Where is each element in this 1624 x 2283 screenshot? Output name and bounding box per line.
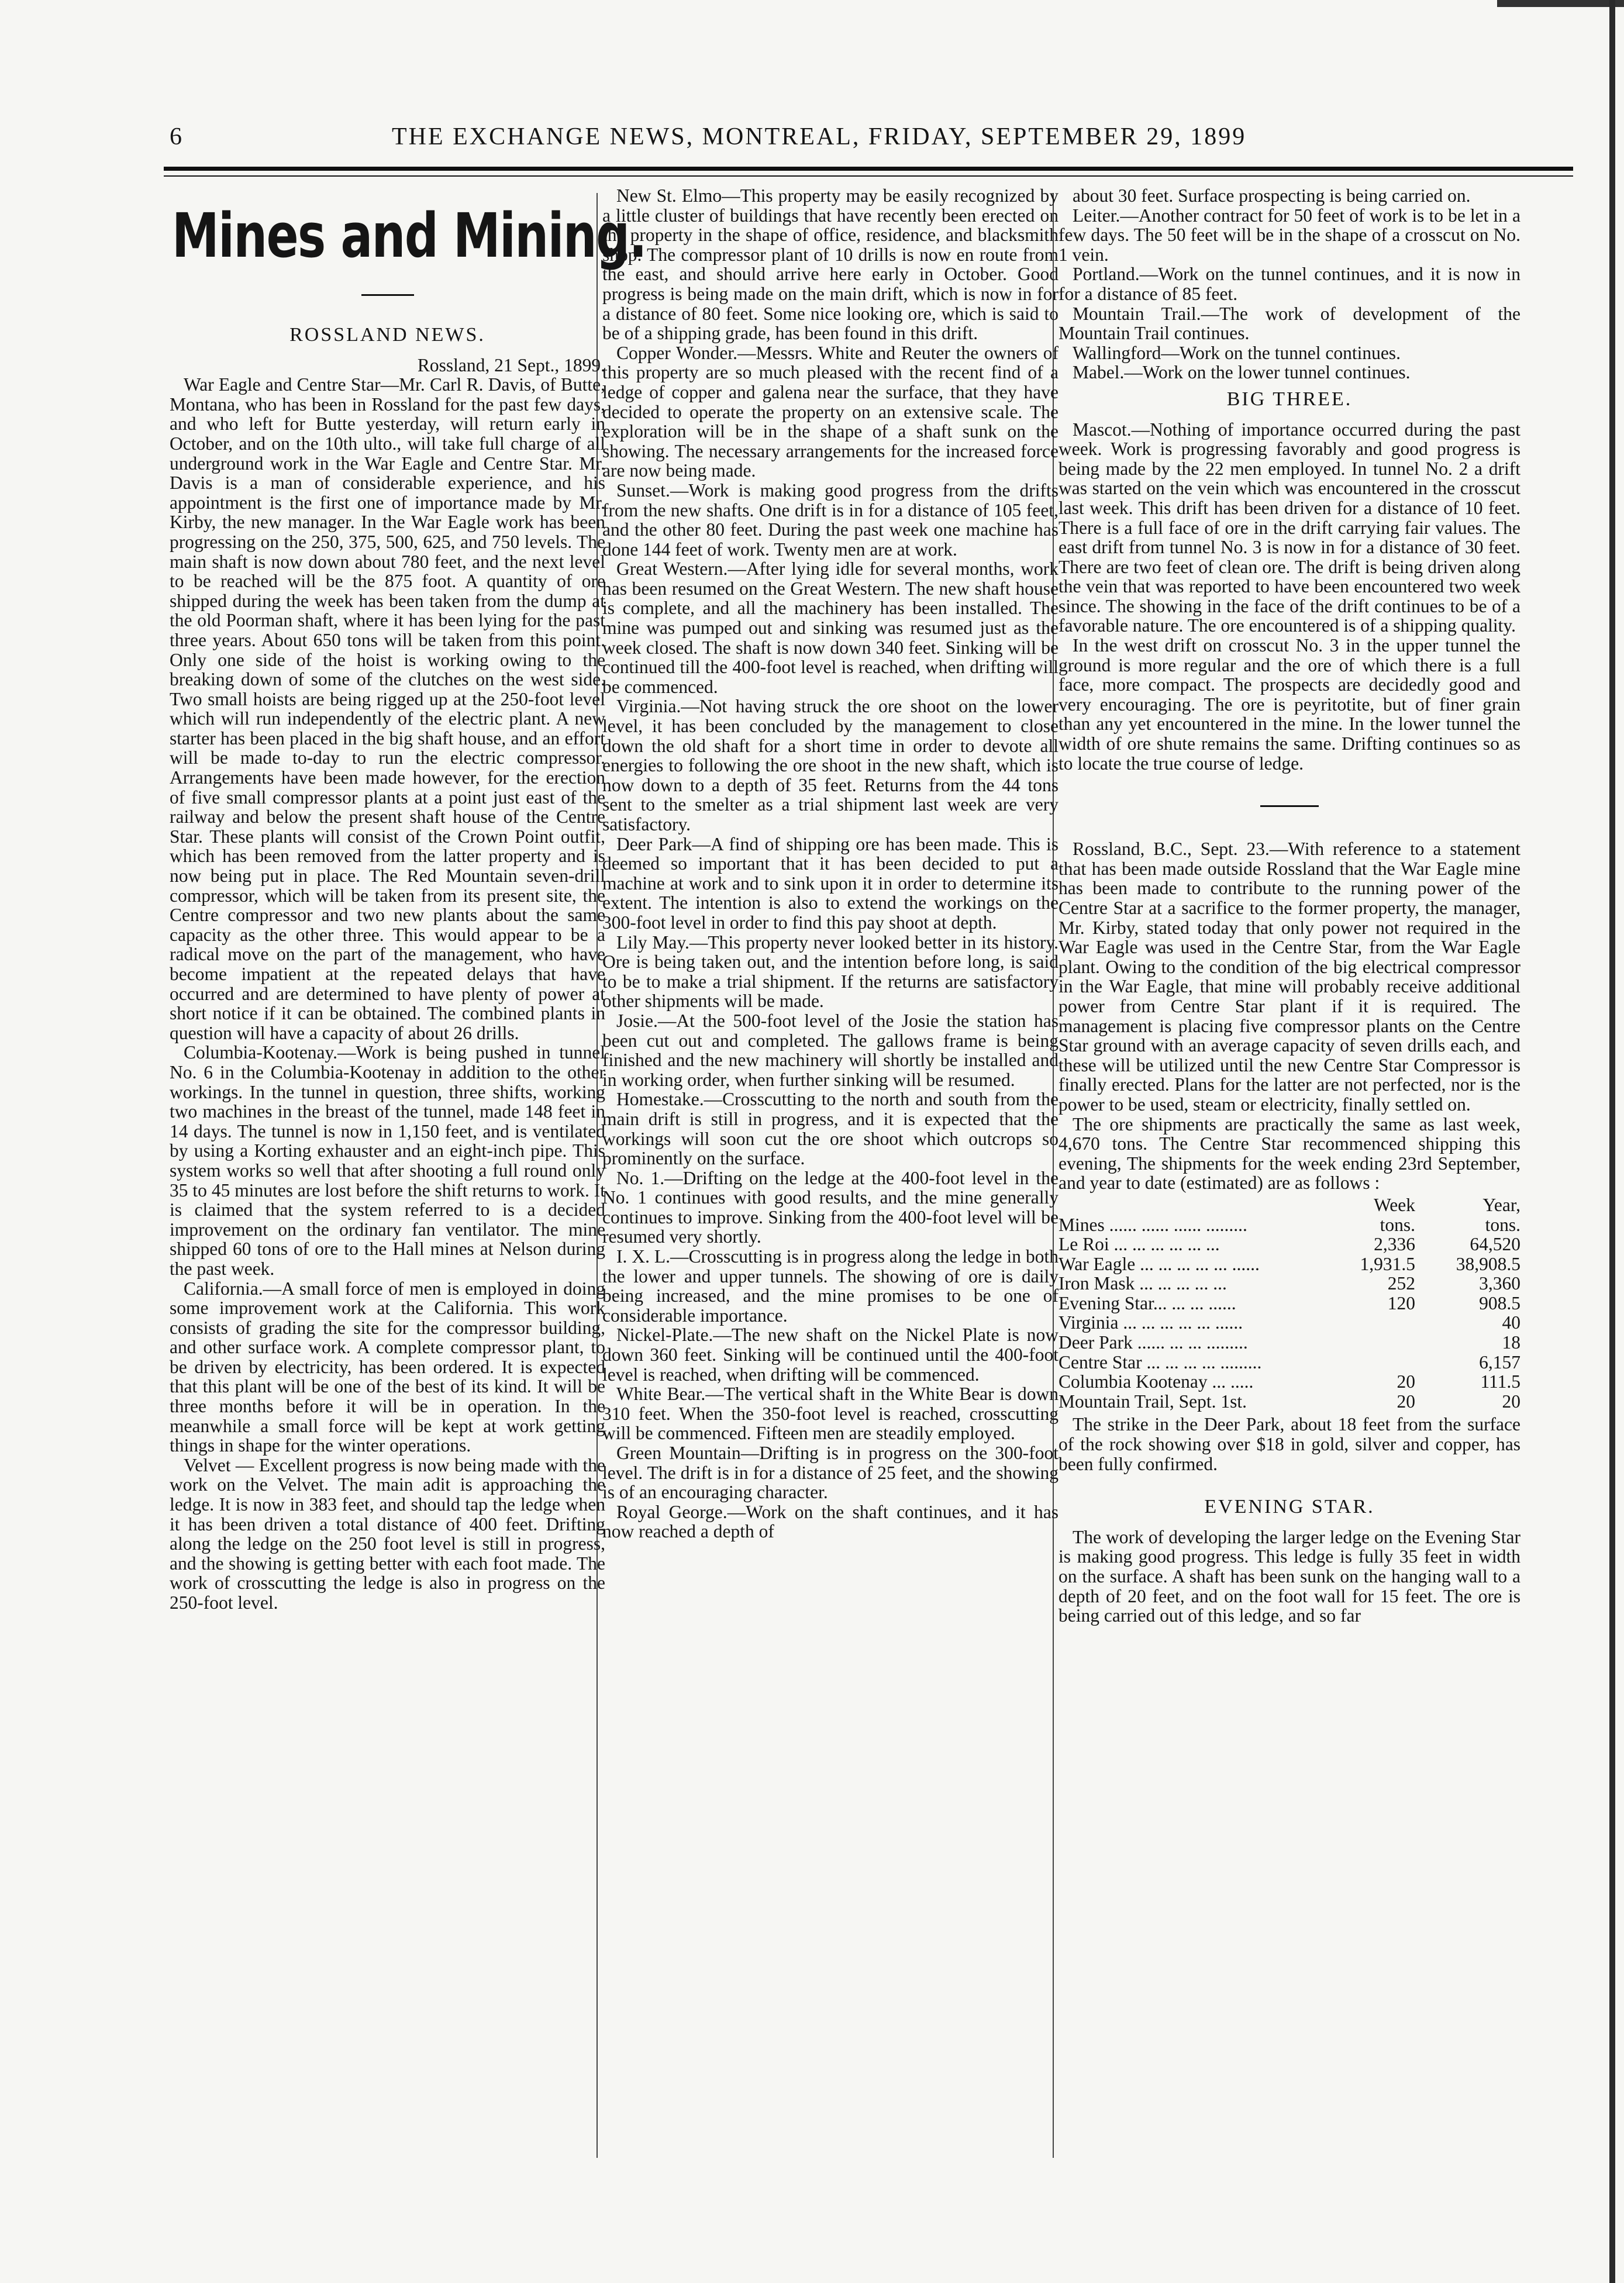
article-paragraph: Velvet — Excellent progress is now being made with the work on the Velvet. The main adit is approaching the ledge. It is now in 383 feet, and should tap the ledge when it has been driven a total distance of 400 feet. Drifting along the ledge on the 250 foot level is still in progress, and the showing is getting better with each foot made. The work of crosscutting the ledge is also in progress on the 250-foot level. [170,1454,605,1613]
table-row [1058,1333,1520,1353]
big-three-heading: BIG THREE. [1226,388,1353,410]
column-3 [1058,186,1520,1626]
table-row [1058,1392,1520,1412]
column-2 [602,186,1058,1541]
table-header-cell: tons. [1380,1214,1415,1235]
table-row [1058,1274,1520,1294]
article-paragraph: Mountain Trail.—The work of development of the Mountain Trail continues. [1058,303,1520,344]
header-rule [164,167,1573,171]
table-header-row [1058,1195,1520,1215]
article-paragraph: Mabel.—Work on the lower tunnel continues. [1073,362,1411,383]
article-paragraph: Copper Wonder.—Messrs. White and Reuter the owners of this property are so much pleased with the recent find of a ledge of copper and galena near the surface, that they have decided to operate the property on an extensive scale. The exploration will be in the shape of a shaft sunk on the showing. The necessary arrangements for the increased force are now being made. [602,342,1058,481]
table-row [1058,1234,1520,1254]
article-paragraph: Royal George.—Work on the shaft continues, and it has now reached a depth of [602,1501,1058,1542]
table-cell [1333,1353,1421,1372]
table-cell: 6,157 [1479,1351,1520,1372]
table-row [1058,1372,1520,1392]
table-cell: 1,931.5 [1360,1253,1415,1274]
scan-edge-right [1609,0,1615,2283]
table-cell: 20 [1397,1391,1415,1412]
table-cell: 908.5 [1479,1292,1520,1313]
table-cell: 38,908.5 [1456,1253,1520,1274]
article-paragraph: about 30 feet. Surface prospecting is being carried on. [1073,185,1471,206]
table-cell: 18 [1502,1332,1520,1353]
article-paragraph: Josie.—At the 500-foot level of the Josie the station has been cut out and completed. The gallows frame is being finished and the new machinery will shortly be installed and in working order, when further sinking will be resumed. [602,1010,1058,1090]
rossland-news-heading: ROSSLAND NEWS. [289,324,485,346]
table-cell: 20 [1397,1371,1415,1392]
article-paragraph: Lily May.—This property never looked better in its history. Ore is being taken out, and the intention before long, is said to be to make a trial shipment. If the returns are satisfactory other shipments will be made. [602,932,1058,1012]
table-header-row [1058,1215,1520,1235]
table-cell: Iron Mask ... ... ... ... ... [1058,1273,1227,1294]
table-cell [1333,1333,1421,1353]
article-paragraph: Rossland, B.C., Sept. 23.—With reference to a statement that has been made outside Rossland that the War Eagle mine has been made to contribute to the running power of the Centre Star at a sacrifice to the former property, the manager, Mr. Kirby, stated today that only power not required in the War Eagle was used in the Centre Star, from the War Eagle plant. Owing to the condition of the big electrical compressor in the War Eagle, that mine will probably receive additional power from Centre Star plant if it is required. The management is placing five compressor plants on the Centre Star ground with an average capacity of seven drills each, and these will be utilized until the new Centre Star Compressor is finally erected. Plans for the latter are not perfected, nor is the power to be used, steam or electricity, finally settled on. [1058,839,1520,1115]
article-paragraph: Portland.—Work on the tunnel continues, and it is now in for a distance of 85 feet. [1058,264,1520,304]
article-paragraph: Great Western.—After lying idle for several months, work has been resumed on the Great Western. The new shaft house is complete, and all the machinery has been installed. The mine was pumped out and sinking was resumed just as the week closed. The shaft is now down 340 feet. Sinking will be continued till the 400-foot level is reached, when drifting will be commenced. [602,558,1058,697]
article-paragraph: California.—A small force of men is employed in doing some improvement work at the California. This work consists of grading the site for the compressor building, and other surface work. A complete compressor plant, to be driven by electricity, has been ordered. It is expected that this plant will be one of the best of its kind. It will be three months before it will be in operation. In the meanwhile a small force will be kept at work getting things in shape for the winter operations. [170,1278,605,1456]
table-header-cell: Week [1374,1194,1415,1215]
table-cell: Virginia ... ... ... ... ... ...... [1058,1312,1243,1333]
table-row [1058,1353,1520,1372]
table-header-cell [1058,1195,1333,1215]
table-cell: Evening Star... ... ... ...... [1058,1292,1236,1313]
header-rule-thin [164,175,1573,177]
article-paragraph: Homestake.—Crosscutting to the north and south from the main drift is still in progress, and it is expected that the workings will soon cut the ore shoot which outcrops so prominently on the surface. [602,1089,1058,1169]
newspaper-title: THE EXCHANGE NEWS, MONTREAL, FRIDAY, SEPTEMBER 29, 1899 [392,123,1247,150]
article-paragraph: The work of developing the larger ledge on the Evening Star is making good progress. This ledge is fully 35 feet in width on the surface. A shaft has been sunk on the hanging wall to a depth of 20 feet, and on the foot wall for 15 feet. The ore is being carried out of this ledge, and so far [1058,1526,1520,1626]
article-paragraph: Green Mountain—Drifting is in progress on the 300-foot level. The drift is in for a distance of 25 feet, and the showing is of an encouraging character. [602,1443,1058,1503]
table-cell: Mountain Trail, Sept. 1st. [1058,1391,1247,1412]
table-cell [1333,1313,1421,1333]
article-paragraph: Mascot.—Nothing of importance occurred during the past week. Work is progressing favorably and good progress is being made by the 22 men employed. In tunnel No. 2 a drift was started on the vein which was encountered in the crosscut last week. This drift has been driven for a distance of 10 feet. There is a full face of ore in the drift carrying fair values. The east drift from tunnel No. 3 is now in for a distance of 30 feet. There are two feet of clean ore. The drift is being driven along the vein that was reported to have been encountered two week since. The showing in the face of the drift continues to be of a favorable nature. The ore encountered is of a shipping quality. [1058,419,1520,636]
table-cell: 252 [1387,1273,1415,1294]
table-header-cell: tons. [1485,1214,1520,1235]
article-paragraph: Wallingford—Work on the tunnel continues. [1073,342,1401,363]
table-cell: War Eagle ... ... ... ... ... ...... [1058,1253,1260,1274]
article-paragraph: White Bear.—The vertical shaft in the White Bear is down 310 feet. When the 350-foot level is reached, crosscutting will be commenced. Fifteen men are steadily employed. [602,1384,1058,1444]
article-paragraph: No. 1.—Drifting on the ledge at the 400-foot level in the No. 1 continues with good results, and the mine generally continues to improve. Sinking from the 400-foot level will be resumed very shortly. [602,1167,1058,1247]
article-paragraph: Leiter.—Another contract for 50 feet of work is to be let in a few days. The 50 feet will be in the shape of a crosscut on No. 1 vein. [1058,205,1520,265]
scan-edge-top [1497,0,1624,7]
shipments-table [1058,1195,1520,1412]
article-paragraph: War Eagle and Centre Star—Mr. Carl R. Davis, of Butte, Montana, who has been in Rossland for the past few days, and who left for Butte yesterday, will return early in October, and on the 10th ulto., will take full charge of all underground work in the War Eagle and Centre Star. Mr. Davis is a man of considerable experience, and his appointment is the first one of importance made by Mr. Kirby, the new manager. In the War Eagle work has been progressing on the 250, 375, 500, 625, and 750 levels. The main shaft is now down about 780 feet, and the next level to be reached will be the 875 foot. A quantity of ore shipped during the week has been taken from the dump at the old Poorman shaft, where it has been lying for the past three years. About 650 tons will be taken from this point. Only one side of the hoist is working owing to the breaking down of some of the clutches on the west side. Two small hoists are being rigged up at the 250-foot level which will run independently of the electric plant. A new starter has been placed in the big shaft house, and an effort will be made to-day to run the electric compressor. Arrangements have been made however, for the erection of five small compressor plants at a point just east of the railway and below the present shaft house of the Centre Star. These plants will consist of the Crown Point outfit, which has been removed from the latter property and is now being put in place. The Red Mountain seven-drill compressor, which will be taken from its present site, the Centre compressor and two new plants about the same capacity as the other three. This would appear to be a radical move on the part of the management, who have become impatient at the repeated delays that have occurred and are determined to have plenty of power at short notice if it can be obtained. The combined plants in question will have a capacity of about 26 drills. [170,374,605,1043]
evening-star-heading: EVENING STAR. [1204,1496,1375,1518]
table-cell: 2,336 [1374,1234,1415,1255]
table-row [1058,1254,1520,1274]
table-cell: 3,360 [1479,1273,1520,1294]
masthead-rule [361,294,414,296]
table-cell: 111.5 [1480,1371,1520,1392]
page-number: 6 [170,123,184,150]
table-header-cell: Mines ...... ...... ...... ......... [1058,1214,1247,1235]
table-cell: Deer Park ...... ... ... ......... [1058,1332,1248,1353]
table-cell: 20 [1502,1391,1520,1412]
article-paragraph: The strike in the Deer Park, about 18 feet from the surface of the rock showing over $18 in gold, silver and copper, has been fully confirmed. [1058,1414,1520,1474]
table-cell: 120 [1387,1292,1415,1313]
table-cell: 40 [1502,1312,1520,1333]
article-paragraph: Deer Park—A find of shipping ore has been made. This is deemed so important that it has been decided to put a machine at work and to sink upon it in order to determine its extent. The intention is also to extend the workings on the 300-foot level in order to find this pay shoot at depth. [602,833,1058,933]
page-header [170,123,1573,158]
table-row [1058,1294,1520,1313]
article-paragraph: I. X. L.—Crosscutting is in progress along the ledge in both the lower and upper tunnels. The showing of ore is daily being increased, and the mine promises to be one of considerable importance. [602,1246,1058,1326]
table-header-cell: Year, [1482,1194,1520,1215]
table-cell: 64,520 [1470,1234,1520,1255]
table-cell: Columbia Kootenay ... ..... [1058,1371,1254,1392]
table-row [1058,1313,1520,1333]
article-paragraph: Columbia-Kootenay.—Work is being pushed in tunnel No. 6 in the Columbia-Kootenay in addition to the other workings. In the tunnel in question, three shifts, working two machines in the breast of the tunnel, made 148 feet in 14 days. The tunnel is now in 1,150 feet, and is ventilated by using a Korting exhauster and an eight-inch pipe. This system works so well that after shooting a full round only 35 to 45 minutes are lost before the shift returns to work. It is claimed that the system referred to is a decided improvement on the ordinary fan ventilator. The mine shipped 60 tons of ore to the Hall mines at Nelson during the past week. [170,1042,605,1279]
section-masthead: Mines and Mining. [172,200,646,271]
article-paragraph: In the west drift on crosscut No. 3 in the upper tunnel the ground is more regular and the ore of which there is a full face, more compact. The prospects are decidedly good and very encouraging. The ore is peyritotite, but of finer grain than any yet encountered in the mine. In the lower tunnel the width of ore shute remains the same. Drifting continues so as to locate the true course of ledge. [1058,635,1520,774]
article-paragraph: Nickel-Plate.—The new shaft on the Nickel Plate is now down 360 feet. Sinking will be continued until the 400-foot level is reached, when drifting will be commenced. [602,1325,1058,1385]
table-cell: Le Roi ... ... ... ... ... ... [1058,1234,1220,1255]
table-cell: Centre Star ... ... ... ... ......... [1058,1351,1262,1372]
article-paragraph: Sunset.—Work is making good progress from the drifts from the new shafts. One drift is in for a distance of 105 feet, and the other 80 feet. During the past week one machine has done 144 feet of work. Twenty men are at work. [602,480,1058,560]
column-1 [170,186,646,1613]
article-paragraph: Virginia.—Not having struck the ore shoot on the lower level, it has been concluded by the management to close down the old shaft for a short time in order to devote all energies to following the ore shoot in the new shaft, which is now down to a depth of 35 feet. Returns from the 44 tons sent to the smelter as a trial shipment last week are very satisfactory. [602,696,1058,834]
section-divider [1260,805,1319,807]
article-paragraph: The ore shipments are practically the same as last week, 4,670 tons. The Centre Star recommenced shipping this evening, The shipments for the week ending 23rd September, and year to date (estimated) are as follows : [1058,1113,1520,1194]
dateline: Rossland, 21 Sept., 1899. [417,354,605,375]
article-paragraph: New St. Elmo—This property may be easily recognized by a little cluster of buildings that have recently been erected on the property in the shape of office, residence, and blacksmith shop. The compressor plant of 10 drills is now en route from the east, and should arrive here early in October. Good progress is being made on the main drift, which is now in for a distance of 80 feet. Some nice looking ore, which is said to be of a shipping grade, has been found in this drift. [602,185,1058,344]
